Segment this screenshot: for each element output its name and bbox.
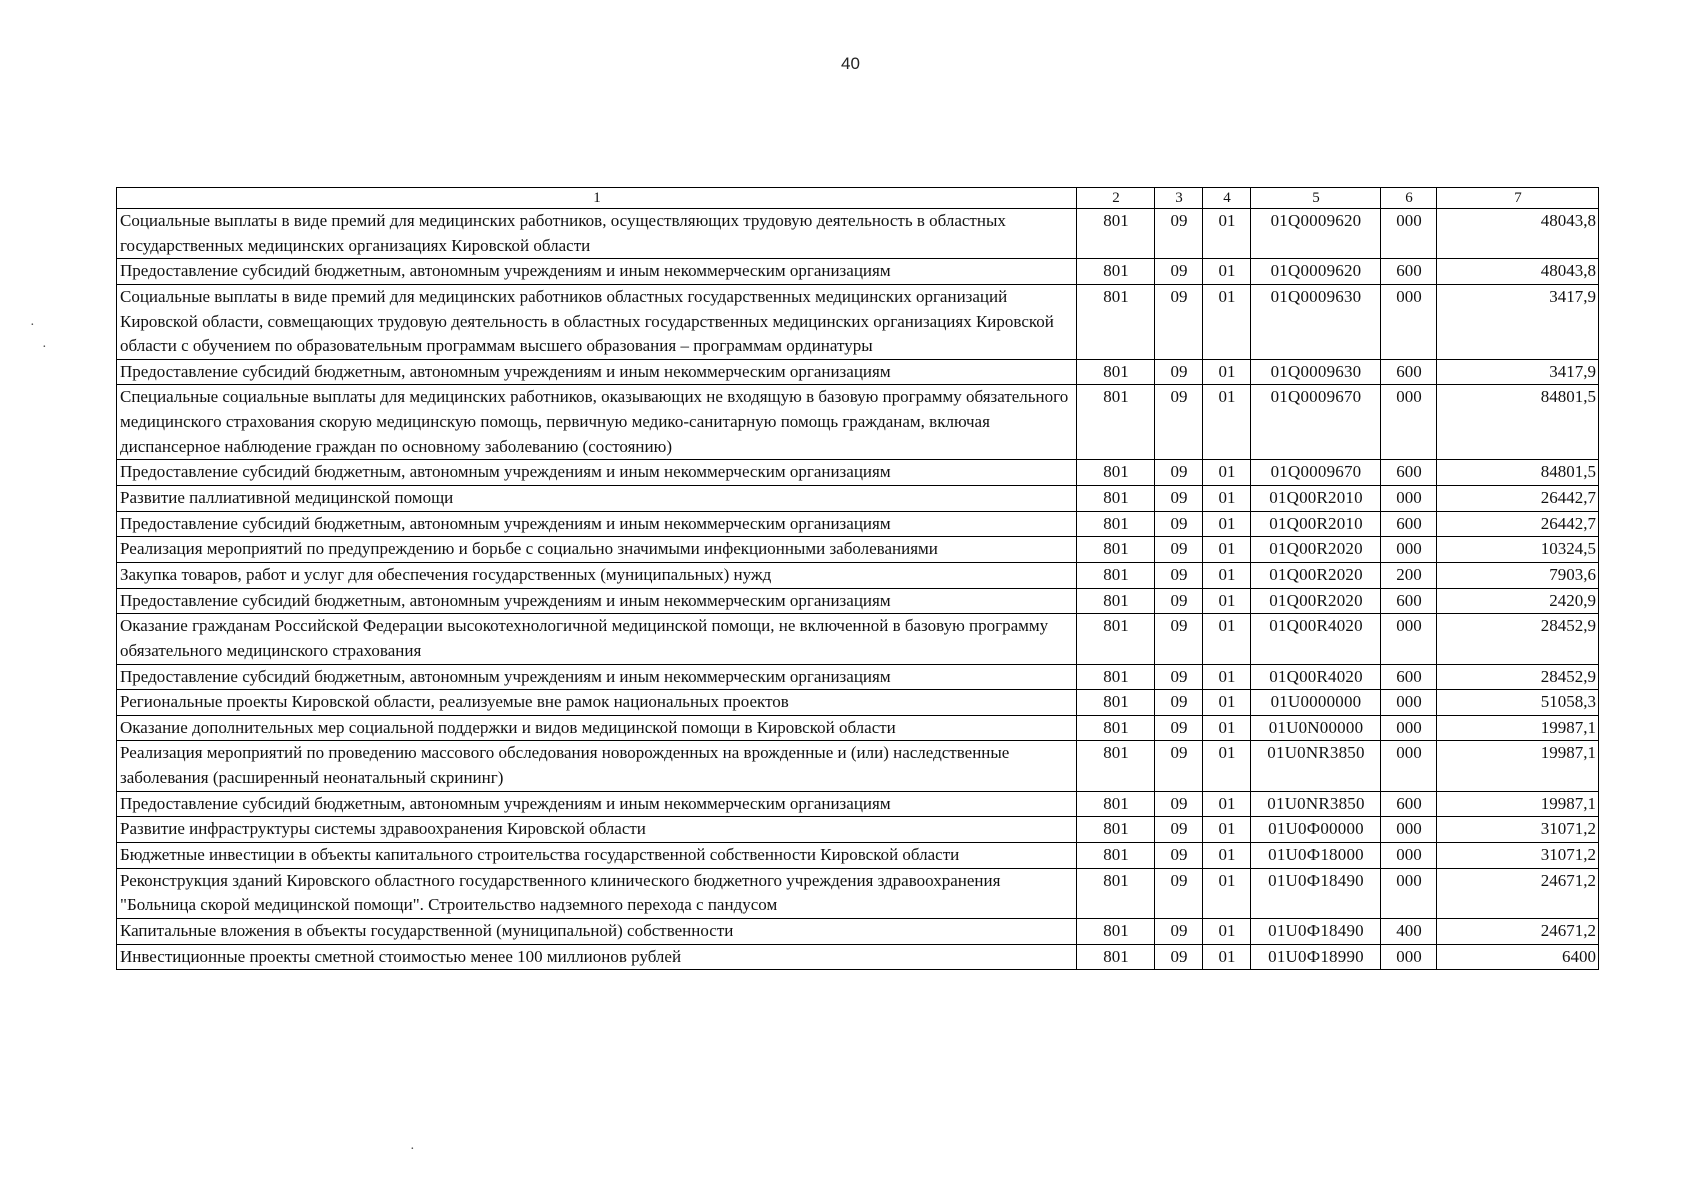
row-section: 09 — [1155, 944, 1203, 970]
row-target-article: 01Q00R2010 — [1251, 486, 1381, 512]
row-section: 09 — [1155, 537, 1203, 563]
row-ministry-code: 801 — [1077, 614, 1155, 664]
row-subsection: 01 — [1203, 562, 1251, 588]
row-description: Предоставление субсидий бюджетным, автономным учреждениям и иным некоммерческим организациям — [117, 359, 1077, 385]
row-ministry-code: 801 — [1077, 843, 1155, 869]
row-description: Инвестиционные проекты сметной стоимостью менее 100 миллионов рублей — [117, 944, 1077, 970]
header-col-7: 7 — [1437, 188, 1599, 209]
row-subsection: 01 — [1203, 741, 1251, 791]
row-description: Предоставление субсидий бюджетным, автономным учреждениям и иным некоммерческим организациям — [117, 664, 1077, 690]
table-row — [117, 843, 1599, 869]
row-ministry-code: 801 — [1077, 511, 1155, 537]
row-target-article: 01U0Ф18990 — [1251, 944, 1381, 970]
row-description: Реализация мероприятий по предупреждению и борьбе с социально значимыми инфекционными заболеваниями — [117, 537, 1077, 563]
row-amount: 3417,9 — [1437, 359, 1599, 385]
row-amount: 51058,3 — [1437, 690, 1599, 716]
table-row — [117, 359, 1599, 385]
row-target-article: 01Q0009670 — [1251, 460, 1381, 486]
row-description: Капитальные вложения в объекты государственной (муниципальной) собственности — [117, 918, 1077, 944]
row-description: Развитие паллиативной медицинской помощи — [117, 486, 1077, 512]
row-section: 09 — [1155, 614, 1203, 664]
row-amount: 3417,9 — [1437, 284, 1599, 359]
table-row — [117, 511, 1599, 537]
row-description: Социальные выплаты в виде премий для медицинских работников, осуществляющих трудовую деятельность в областных государственных медицинских организациях Кировской области — [117, 209, 1077, 259]
table-row — [117, 741, 1599, 791]
row-ministry-code: 801 — [1077, 918, 1155, 944]
row-target-article: 01Q00R4020 — [1251, 664, 1381, 690]
row-subsection: 01 — [1203, 511, 1251, 537]
row-section: 09 — [1155, 385, 1203, 460]
row-ministry-code: 801 — [1077, 817, 1155, 843]
header-row — [117, 188, 1599, 209]
row-target-article: 01Q00R2010 — [1251, 511, 1381, 537]
row-amount: 31071,2 — [1437, 843, 1599, 869]
table-row — [117, 537, 1599, 563]
row-description: Реализация мероприятий по проведению массового обследования новорожденных на врожденные и (или) наследственные заболевания (расширенный неонатальный скрининг) — [117, 741, 1077, 791]
row-ministry-code: 801 — [1077, 359, 1155, 385]
table-row — [117, 486, 1599, 512]
row-section: 09 — [1155, 918, 1203, 944]
row-ministry-code: 801 — [1077, 385, 1155, 460]
row-section: 09 — [1155, 741, 1203, 791]
row-expense-type: 600 — [1381, 664, 1437, 690]
row-ministry-code: 801 — [1077, 944, 1155, 970]
row-ministry-code: 801 — [1077, 791, 1155, 817]
row-expense-type: 000 — [1381, 537, 1437, 563]
table-row — [117, 715, 1599, 741]
page-number: 40 — [841, 54, 860, 73]
row-amount: 6400 — [1437, 944, 1599, 970]
row-amount: 10324,5 — [1437, 537, 1599, 563]
row-target-article: 01U0Ф18490 — [1251, 918, 1381, 944]
row-ministry-code: 801 — [1077, 537, 1155, 563]
table-row — [117, 209, 1599, 259]
row-subsection: 01 — [1203, 944, 1251, 970]
row-description: Предоставление субсидий бюджетным, автономным учреждениям и иным некоммерческим организациям — [117, 588, 1077, 614]
row-subsection: 01 — [1203, 284, 1251, 359]
row-subsection: 01 — [1203, 843, 1251, 869]
row-subsection: 01 — [1203, 259, 1251, 285]
row-expense-type: 600 — [1381, 791, 1437, 817]
row-amount: 2420,9 — [1437, 588, 1599, 614]
row-description: Оказание гражданам Российской Федерации высокотехнологичной медицинской помощи, не включенной в базовую программу обязательного медицинского страхования — [117, 614, 1077, 664]
row-description: Реконструкция зданий Кировского областного государственного клинического бюджетного учреждения здравоохранения "Больница скорой медицинской помощи". Строительство надземного перехода с пандусом — [117, 868, 1077, 918]
row-description: Бюджетные инвестиции в объекты капитального строительства государственной собственности Кировской области — [117, 843, 1077, 869]
row-section: 09 — [1155, 359, 1203, 385]
row-expense-type: 000 — [1381, 715, 1437, 741]
table-row — [117, 284, 1599, 359]
row-section: 09 — [1155, 209, 1203, 259]
row-section: 09 — [1155, 817, 1203, 843]
row-section: 09 — [1155, 259, 1203, 285]
row-ministry-code: 801 — [1077, 486, 1155, 512]
row-ministry-code: 801 — [1077, 868, 1155, 918]
table-row — [117, 460, 1599, 486]
row-section: 09 — [1155, 562, 1203, 588]
header-col-6: 6 — [1381, 188, 1437, 209]
row-ministry-code: 801 — [1077, 664, 1155, 690]
row-subsection: 01 — [1203, 791, 1251, 817]
table-row — [117, 385, 1599, 460]
row-expense-type: 600 — [1381, 460, 1437, 486]
row-amount: 48043,8 — [1437, 259, 1599, 285]
row-section: 09 — [1155, 486, 1203, 512]
row-expense-type: 400 — [1381, 918, 1437, 944]
header-col-2: 2 — [1077, 188, 1155, 209]
row-description: Региональные проекты Кировской области, реализуемые вне рамок национальных проектов — [117, 690, 1077, 716]
header-col-3: 3 — [1155, 188, 1203, 209]
row-expense-type: 000 — [1381, 868, 1437, 918]
row-subsection: 01 — [1203, 359, 1251, 385]
table-row — [117, 562, 1599, 588]
row-target-article: 01U0NR3850 — [1251, 741, 1381, 791]
row-amount: 28452,9 — [1437, 664, 1599, 690]
row-description: Оказание дополнительных мер социальной поддержки и видов медицинской помощи в Кировской области — [117, 715, 1077, 741]
row-section: 09 — [1155, 284, 1203, 359]
table-row — [117, 690, 1599, 716]
row-ministry-code: 801 — [1077, 209, 1155, 259]
row-subsection: 01 — [1203, 715, 1251, 741]
row-amount: 19987,1 — [1437, 741, 1599, 791]
header-col-5: 5 — [1251, 188, 1381, 209]
row-target-article: 01U0000000 — [1251, 690, 1381, 716]
row-amount: 19987,1 — [1437, 791, 1599, 817]
row-section: 09 — [1155, 511, 1203, 537]
row-amount: 24671,2 — [1437, 918, 1599, 944]
row-amount: 84801,5 — [1437, 385, 1599, 460]
budget-table — [116, 187, 1599, 970]
row-description: Предоставление субсидий бюджетным, автономным учреждениям и иным некоммерческим организациям — [117, 791, 1077, 817]
table-row — [117, 918, 1599, 944]
row-ministry-code: 801 — [1077, 259, 1155, 285]
row-description: Социальные выплаты в виде премий для медицинских работников областных государственных медицинских организаций Кировской области, совмещающих трудовую деятельность в областных государственных медицинских организациях Кировской области с обучением по образовательным программам высшего образования – программам ординатуры — [117, 284, 1077, 359]
row-target-article: 01Q00R2020 — [1251, 537, 1381, 563]
row-ministry-code: 801 — [1077, 284, 1155, 359]
row-target-article: 01Q00R2020 — [1251, 562, 1381, 588]
row-subsection: 01 — [1203, 817, 1251, 843]
row-target-article: 01Q0009620 — [1251, 259, 1381, 285]
row-ministry-code: 801 — [1077, 715, 1155, 741]
row-target-article: 01Q0009620 — [1251, 209, 1381, 259]
row-target-article: 01U0Ф18000 — [1251, 843, 1381, 869]
row-target-article: 01U0Ф18490 — [1251, 868, 1381, 918]
row-section: 09 — [1155, 843, 1203, 869]
row-section: 09 — [1155, 715, 1203, 741]
row-target-article: 01U0N00000 — [1251, 715, 1381, 741]
table-row — [117, 614, 1599, 664]
row-target-article: 01Q00R2020 — [1251, 588, 1381, 614]
header-col-1: 1 — [117, 188, 1077, 209]
row-expense-type: 600 — [1381, 259, 1437, 285]
scan-speck: · — [410, 1142, 415, 1157]
row-target-article: 01Q0009630 — [1251, 284, 1381, 359]
table-row — [117, 588, 1599, 614]
table-row — [117, 868, 1599, 918]
row-subsection: 01 — [1203, 664, 1251, 690]
row-section: 09 — [1155, 460, 1203, 486]
row-target-article: 01Q0009670 — [1251, 385, 1381, 460]
row-amount: 84801,5 — [1437, 460, 1599, 486]
row-amount: 26442,7 — [1437, 511, 1599, 537]
row-expense-type: 600 — [1381, 511, 1437, 537]
row-description: Развитие инфраструктуры системы здравоохранения Кировской области — [117, 817, 1077, 843]
row-ministry-code: 801 — [1077, 741, 1155, 791]
row-target-article: 01U0NR3850 — [1251, 791, 1381, 817]
row-section: 09 — [1155, 664, 1203, 690]
row-target-article: 01Q00R4020 — [1251, 614, 1381, 664]
scan-speck: · — [42, 340, 47, 355]
scan-speck: · — [30, 318, 35, 333]
row-subsection: 01 — [1203, 460, 1251, 486]
row-subsection: 01 — [1203, 690, 1251, 716]
row-expense-type: 000 — [1381, 843, 1437, 869]
row-section: 09 — [1155, 791, 1203, 817]
row-subsection: 01 — [1203, 588, 1251, 614]
header-col-4: 4 — [1203, 188, 1251, 209]
row-expense-type: 600 — [1381, 359, 1437, 385]
row-expense-type: 000 — [1381, 614, 1437, 664]
table-row — [117, 817, 1599, 843]
row-amount: 19987,1 — [1437, 715, 1599, 741]
row-ministry-code: 801 — [1077, 690, 1155, 716]
row-amount: 26442,7 — [1437, 486, 1599, 512]
table-row — [117, 259, 1599, 285]
row-amount: 31071,2 — [1437, 817, 1599, 843]
row-expense-type: 000 — [1381, 486, 1437, 512]
row-ministry-code: 801 — [1077, 562, 1155, 588]
row-description: Предоставление субсидий бюджетным, автономным учреждениям и иным некоммерческим организациям — [117, 460, 1077, 486]
table-row — [117, 944, 1599, 970]
row-subsection: 01 — [1203, 209, 1251, 259]
row-expense-type: 000 — [1381, 690, 1437, 716]
row-amount: 7903,6 — [1437, 562, 1599, 588]
row-expense-type: 200 — [1381, 562, 1437, 588]
row-description: Предоставление субсидий бюджетным, автономным учреждениям и иным некоммерческим организациям — [117, 511, 1077, 537]
row-expense-type: 000 — [1381, 817, 1437, 843]
row-description: Специальные социальные выплаты для медицинских работников, оказывающих не входящую в базовую программу обязательного медицинского страхования скорую медицинскую помощь, первичную медико-санитарную помощь гражданам, включая диспансерное наблюдение граждан по основному заболеванию (состоянию) — [117, 385, 1077, 460]
row-section: 09 — [1155, 588, 1203, 614]
table-row — [117, 791, 1599, 817]
row-expense-type: 000 — [1381, 284, 1437, 359]
row-subsection: 01 — [1203, 918, 1251, 944]
row-amount: 24671,2 — [1437, 868, 1599, 918]
row-subsection: 01 — [1203, 537, 1251, 563]
row-amount: 48043,8 — [1437, 209, 1599, 259]
row-amount: 28452,9 — [1437, 614, 1599, 664]
row-target-article: 01U0Ф00000 — [1251, 817, 1381, 843]
row-expense-type: 000 — [1381, 741, 1437, 791]
row-subsection: 01 — [1203, 868, 1251, 918]
row-description: Закупка товаров, работ и услуг для обеспечения государственных (муниципальных) нужд — [117, 562, 1077, 588]
row-description: Предоставление субсидий бюджетным, автономным учреждениям и иным некоммерческим организациям — [117, 259, 1077, 285]
row-expense-type: 000 — [1381, 944, 1437, 970]
row-section: 09 — [1155, 690, 1203, 716]
row-section: 09 — [1155, 868, 1203, 918]
row-subsection: 01 — [1203, 385, 1251, 460]
row-expense-type: 000 — [1381, 385, 1437, 460]
row-expense-type: 000 — [1381, 209, 1437, 259]
row-subsection: 01 — [1203, 486, 1251, 512]
row-ministry-code: 801 — [1077, 588, 1155, 614]
row-subsection: 01 — [1203, 614, 1251, 664]
row-expense-type: 600 — [1381, 588, 1437, 614]
row-ministry-code: 801 — [1077, 460, 1155, 486]
row-target-article: 01Q0009630 — [1251, 359, 1381, 385]
table-row — [117, 664, 1599, 690]
